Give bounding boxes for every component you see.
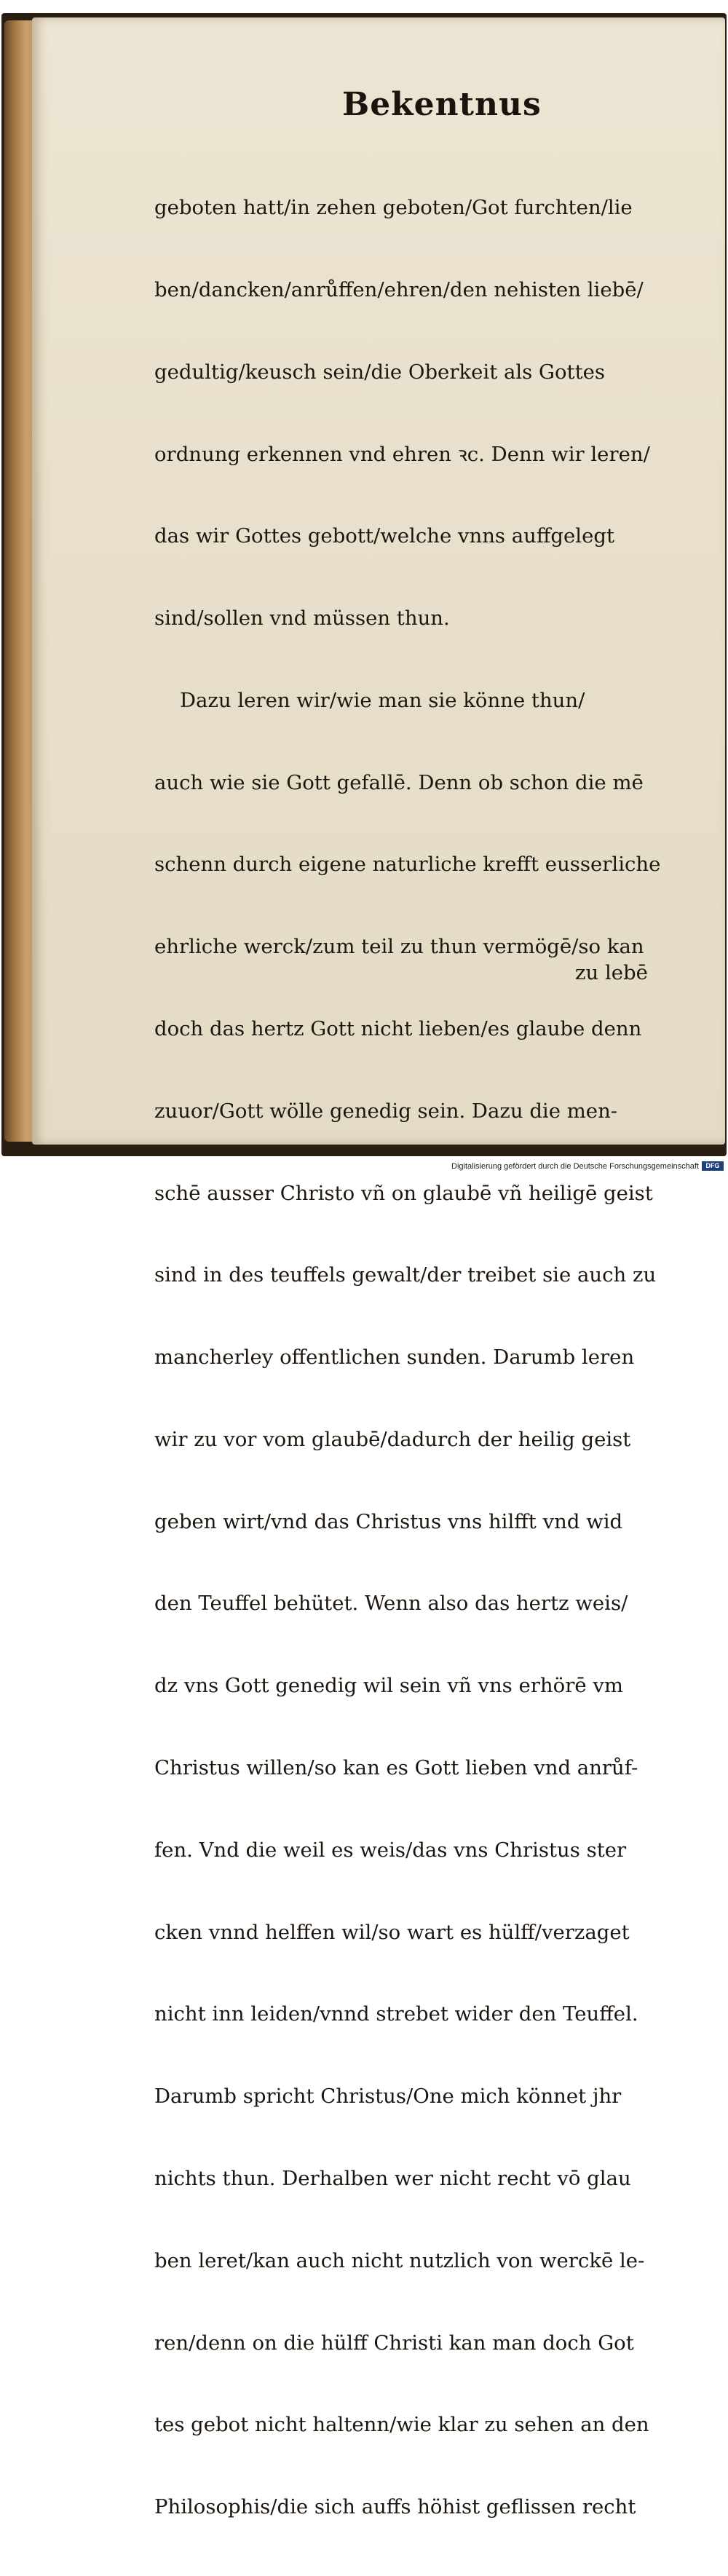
text-line: ordnung erkennen vnd ehren ꝛc. Denn wir leren/ [154, 442, 650, 466]
text-line: ren/denn on die hülff Christi kan man doch Got [154, 2331, 634, 2355]
text-line: ben/dancken/anrůffen/ehren/den nehisten liebē/ [154, 277, 644, 301]
running-head: Bekentnus [342, 86, 542, 123]
text-line: auch wie sie Gott gefallē. Denn ob schon die mē [154, 770, 644, 794]
text-line: nichts thun. Derhalben wer nicht recht vō glau [154, 2166, 631, 2190]
footer-credit: Digitalisierung gefördert durch die Deutsche Forschungsgemeinschaft [451, 1162, 699, 1171]
text-line: Darumb spricht Christus/One mich könnet jhr [154, 2085, 622, 2109]
text-line: tes gebot nicht haltenn/wie klar zu sehen an den [154, 2413, 649, 2437]
text-line: schenn durch eigene naturliche krefft eusserliche [154, 853, 661, 877]
text-line: ben leret/kan auch nicht nutzlich von werckē le- [154, 2248, 645, 2272]
text-line: dz vns Gott genedig wil sein vñ vns erhörē vm [154, 1674, 623, 1698]
text-line: doch das hertz Gott nicht lieben/es glaube denn [154, 1017, 642, 1040]
text-block [154, 140, 664, 2576]
text-line: Philosophis/die sich auffs höhist geflissen recht [154, 2495, 636, 2519]
text-line: geben wirt/vnd das Christus vns hilfft vnd wid [154, 1509, 623, 1533]
text-line: mancherley offentlichen sunden. Darumb leren [154, 1346, 635, 1370]
text-line: sind/sollen vnd müssen thun. [154, 607, 450, 631]
text-line: schē ausser Christo vñ on glaubē vñ heiligē geist [154, 1181, 653, 1205]
text-line: Dazu leren wir/wie man sie könne thun/ [154, 688, 585, 712]
text-line: wir zu vor vom glaubē/dadurch der heilig geist [154, 1427, 631, 1451]
text-line: gedultig/keusch sein/die Oberkeit als Gottes [154, 360, 606, 384]
text-line: nicht inn leiden/vnnd strebet wider den Teuffel. [154, 2002, 638, 2026]
dfg-logo: DFG [702, 1161, 724, 1171]
text-line: sind in des teuffels gewalt/der treibet sie auch zu [154, 1263, 657, 1287]
text-line: ehrliche werck/zum teil zu thun vermögē/so kan [154, 935, 644, 959]
text-line: Christus willen/so kan es Gott lieben vnd anrůf- [154, 1756, 638, 1780]
text-line: cken vnnd helffen wil/so wart es hülff/verzaget [154, 1920, 630, 1944]
catchword: zu lebē [575, 961, 648, 984]
text-line: geboten hatt/in zehen geboten/Got furchten/lie [154, 196, 633, 220]
text-line: fen. Vnd die weil es weis/das vns Christus ster [154, 1838, 627, 1862]
text-line: zuuor/Gott wölle genedig sein. Dazu die men- [154, 1099, 618, 1123]
text-line: das wir Gottes gebott/welche vnns auffgelegt [154, 524, 615, 548]
text-line: den Teuffel behütet. Wenn also das hertz weis/ [154, 1592, 628, 1616]
